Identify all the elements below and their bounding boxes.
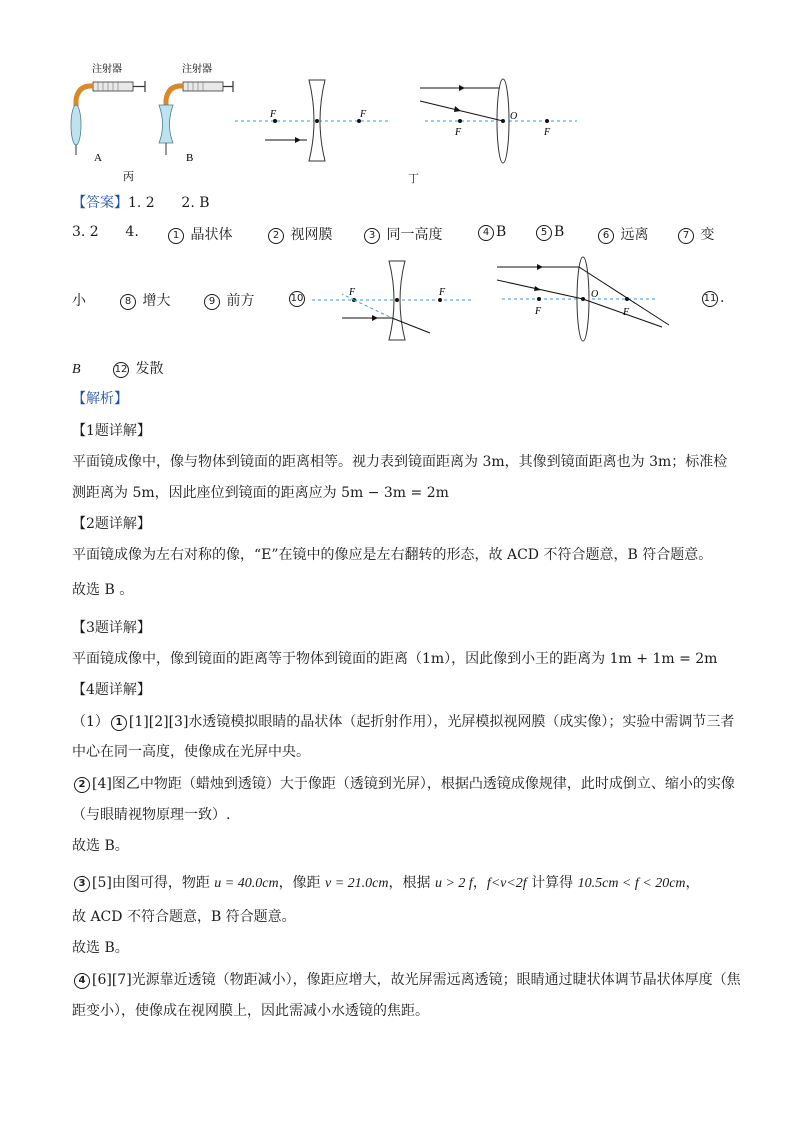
answer-item-11: 11 . [703,290,725,306]
focal-label-left: F [535,306,542,317]
q2-line-2: 故选 B 。 [72,582,134,598]
q4-line-10: 距变小），使像成在视网膜上，因此需减小水透镜的焦距。 [72,1003,429,1019]
answer-item-3: 3 同一高度 [362,224,442,244]
answer-line-3-start: 小 [72,293,86,309]
answer-item-5: 5 B [534,224,564,241]
focal-label-left: F [270,109,277,120]
answer-item-9: 9 前方 [202,290,254,310]
answer-item-6: 6 远离 [596,224,648,244]
q4-line-1: （1） 1 [1][2][3]水透镜模拟眼睛的晶状体（起折射作用），光屏模拟视网膜（成实像）；实验中需调节三者 [72,714,735,730]
q4-line-2: 中心在同一高度，使像成在光屏中央。 [72,744,310,760]
answer-line-2 [72,224,732,244]
q2-line-1: 平面镜成像为左右对称的像，“E”在镜中的像应是左右翻转的形态，故 ACD 不符合题意，B 符合题意。 [72,547,713,563]
answer-figure-concave [312,258,477,343]
focal-label-right: F [360,109,367,120]
circled-4: 4 [74,973,90,989]
answer-figure-convex [497,255,672,347]
answer-item-12: 12 发散 [114,361,164,377]
q1-title: 【1题详解】 [72,423,151,439]
answer-line-2-prefix: 3. 2 4. [72,224,139,240]
syringe-label-a: 注射器 [92,64,122,75]
q4-title: 【4题详解】 [72,682,151,698]
focal-label-left: F [455,127,462,138]
label-b: B [186,152,194,164]
focal-label-left: F [349,287,356,298]
figure-bing [60,55,240,185]
q4-line-5: 故选 B。 [72,838,129,854]
figure-convex-lens [415,75,585,170]
circled-3: 3 [74,876,90,892]
focal-label-right: F [544,127,551,138]
answer-item-2: 2 视网膜 [266,224,332,244]
answer-item-1: 1 晶状体 [166,224,232,244]
q1-line-1: 平面镜成像中，像与物体到镜面的距离相等。视力表到镜面距离为 3m，其像到镜面距离也为 3m；标准检 [72,454,728,470]
caption-ding: 丁 [408,172,419,185]
circled-2: 2 [74,777,90,793]
focal-label-right: F [439,287,446,298]
answer-item-8: 8 增大 [118,290,170,310]
q4-line-9: 4 [6][7]光源靠近透镜（物距减小），像距应增大，故光屏需远离透镜；眼睛通过睫状体调节晶状体厚度（焦 [72,970,741,990]
origin-label: O [510,111,518,122]
answer-line-4 [72,358,163,378]
q4-line-7: 故 ACD 不符合题意，B 符合题意。 [72,909,296,925]
answer-line-4-b: B [72,362,81,377]
figure-concave-lens [235,75,395,165]
q4-line-4: （与眼睛视物原理一致）. [72,807,231,823]
answer-item-4: 4 B [476,224,506,241]
syringe-label-b: 注射器 [182,64,212,75]
answer-line-1 [72,192,210,212]
label-a: A [94,152,102,164]
analysis-tag: 【解析】 [72,391,128,407]
caption-bing: 丙 [123,170,134,183]
origin-label: O [591,289,599,300]
q1-line-2: 测距离为 5m，因此座位到镜面的距离应为 5m − 3m = 2m [72,485,449,501]
q2-title: 【2题详解】 [72,516,151,532]
answer-tag: 【答案】 [72,195,128,211]
q3-title: 【3题详解】 [72,620,151,636]
answer-line-1-text: 1. 2 2. B [128,195,210,211]
circled-1: 1 [111,715,127,731]
answer-item-7: 7 变 [676,224,714,244]
answer-item-10: 10 [287,290,307,307]
q4-line-6: 3 [5]由图可得，物距 u = 40.0cm，像距 v = 21.0cm，根据 u > 2 f，f<v<2f 计算得 10.5cm < f < 20cm， [72,873,700,894]
q4-line-8: 故选 B。 [72,940,129,956]
q3-line-1: 平面镜成像中，像到镜面的距离等于物体到镜面的距离（1m），因此像到小王的距离为 1m + 1m = 2m [72,651,718,667]
q4-line-3: 2 [4]图乙中物距（蜡烛到透镜）大于像距（透镜到光屏），根据凸透镜成像规律，此时成倒立、缩小的实像 [72,774,735,794]
focal-label-right: F [623,307,630,318]
